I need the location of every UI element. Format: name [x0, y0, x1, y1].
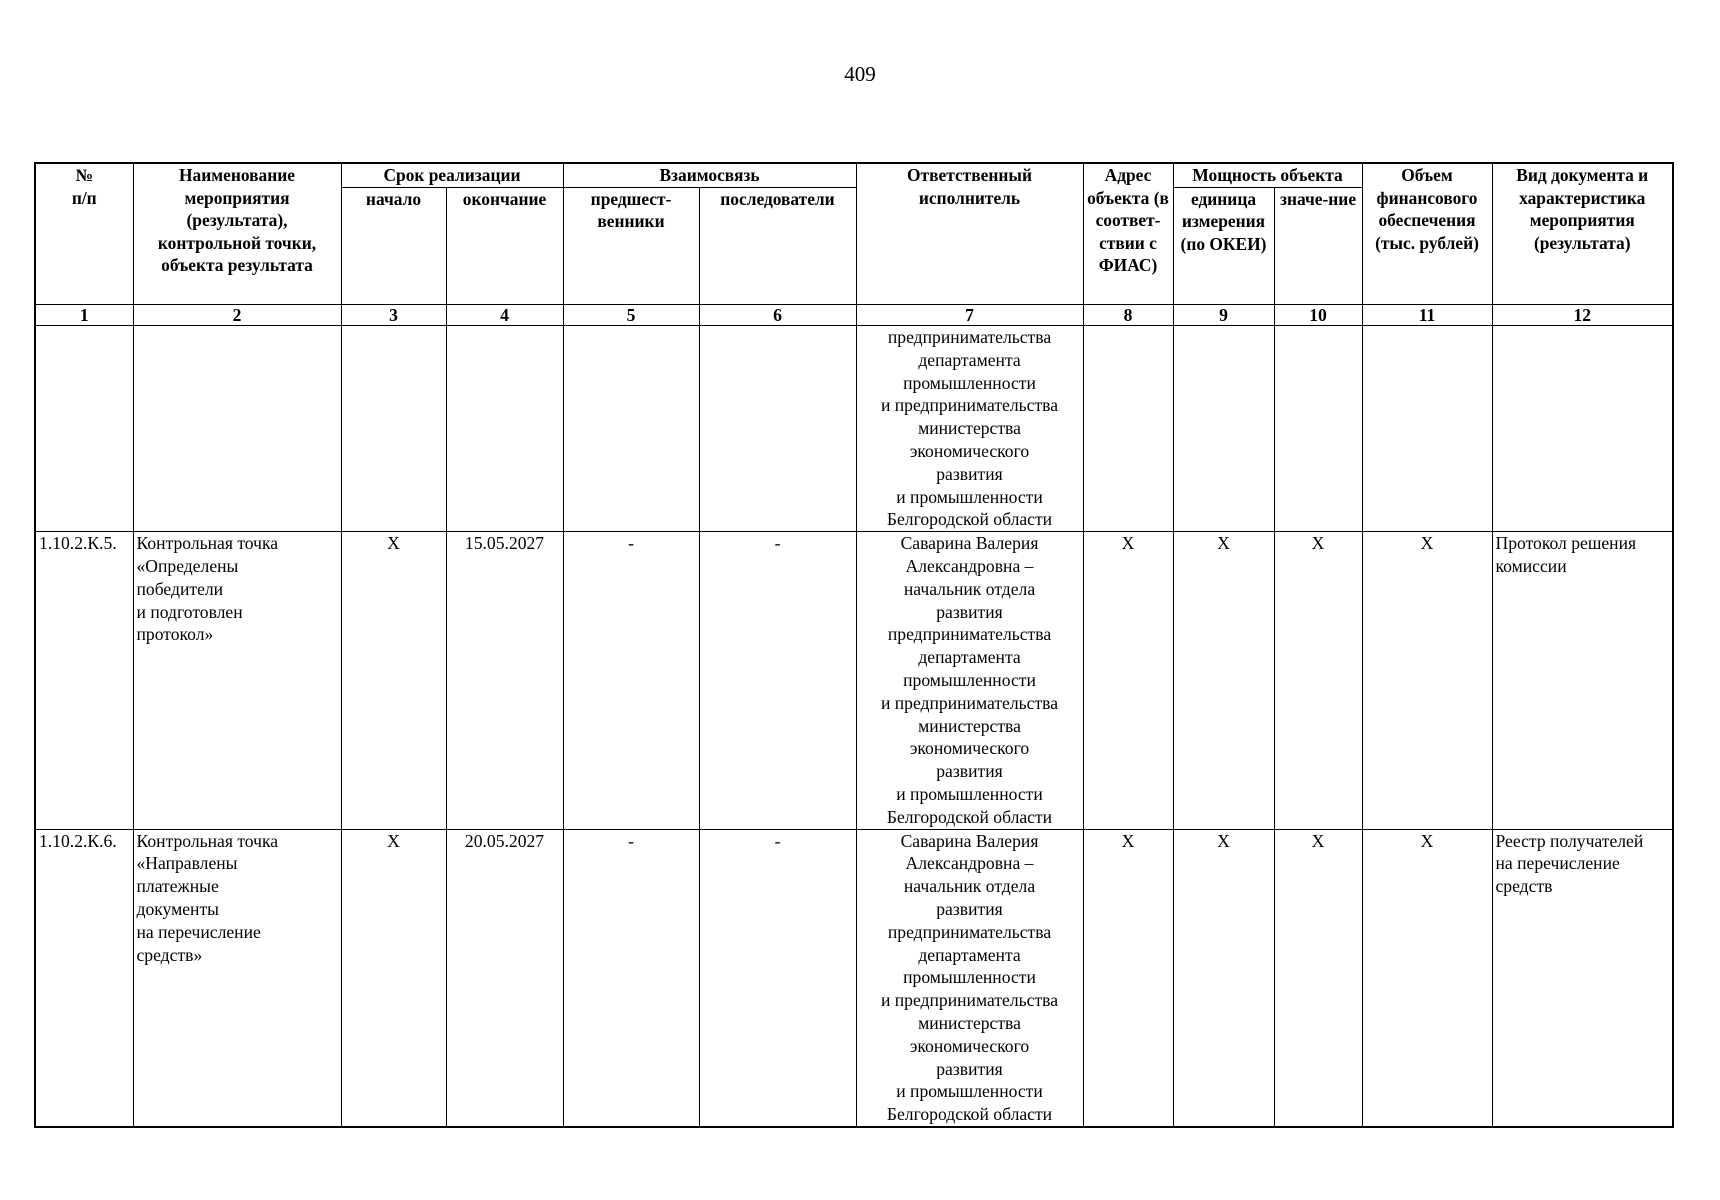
column-number: 2: [133, 305, 341, 326]
implementation-plan-table: [34, 162, 1674, 1128]
column-number: 6: [699, 305, 856, 326]
cell-value: X: [1274, 829, 1362, 1127]
cell-predecessors: -: [563, 829, 699, 1127]
column-numbers-row: [35, 305, 1673, 326]
header-value: значе-ние: [1274, 187, 1362, 304]
cell-address: X: [1083, 532, 1173, 829]
column-number: 4: [446, 305, 563, 326]
header-successors: последователи: [699, 187, 856, 304]
column-number: 5: [563, 305, 699, 326]
cell-successors: [699, 326, 856, 532]
cell-start: [341, 326, 446, 532]
cell-unit: X: [1173, 829, 1274, 1127]
header-relation-group: Взаимосвязь: [563, 163, 856, 187]
cell-start: X: [341, 829, 446, 1127]
cell-value: [1274, 326, 1362, 532]
cell-finance: X: [1362, 829, 1492, 1127]
column-number: 7: [856, 305, 1083, 326]
cell-address: X: [1083, 829, 1173, 1127]
header-num: № п/п: [35, 163, 133, 305]
cell-end: 20.05.2027: [446, 829, 563, 1127]
column-number: 8: [1083, 305, 1173, 326]
cell-doc-type: [1492, 326, 1673, 532]
cell-name: Контрольная точка «Направлены платежные документы на перечисление средств»: [133, 829, 341, 1127]
cell-finance: [1362, 326, 1492, 532]
cell-successors: -: [699, 532, 856, 829]
cell-responsible: предпринимательства департамента промышленности и предпринимательства министерства экономического развития и промышленности Белгородской области: [856, 326, 1083, 532]
table-row: [35, 532, 1673, 829]
column-number: 12: [1492, 305, 1673, 326]
header-doc-type: Вид документа и характеристика мероприятия (результата): [1492, 163, 1673, 305]
page-number: 409: [844, 62, 876, 86]
column-number: 9: [1173, 305, 1274, 326]
cell-address: [1083, 326, 1173, 532]
header-end: окончание: [446, 187, 563, 304]
column-number: 3: [341, 305, 446, 326]
cell-start: X: [341, 532, 446, 829]
cell-successors: -: [699, 829, 856, 1127]
header-capacity-group: Мощность объекта: [1173, 163, 1362, 187]
cell-name: Контрольная точка «Определены победители и подготовлен протокол»: [133, 532, 341, 829]
cell-num: [35, 326, 133, 532]
cell-predecessors: [563, 326, 699, 532]
column-number: 11: [1362, 305, 1492, 326]
cell-unit: [1173, 326, 1274, 532]
column-number: 10: [1274, 305, 1362, 326]
cell-num: 1.10.2.К.5.: [35, 532, 133, 829]
header-name: Наименование мероприятия (результата), контрольной точки, объекта результата: [133, 163, 341, 305]
cell-finance: X: [1362, 532, 1492, 829]
cell-responsible: Саварина Валерия Александровна – начальник отдела развития предпринимательства департамента промышленности и предпринимательства министерства экономического развития и промышленности Белгородской области: [856, 829, 1083, 1127]
header-responsible: Ответственный исполнитель: [856, 163, 1083, 305]
header-unit: единица измерения (по ОКЕИ): [1173, 187, 1274, 304]
table-row: [35, 326, 1673, 532]
cell-value: X: [1274, 532, 1362, 829]
column-number: 1: [35, 305, 133, 326]
cell-predecessors: -: [563, 532, 699, 829]
table-row: [35, 829, 1673, 1127]
cell-end: [446, 326, 563, 532]
cell-responsible: Саварина Валерия Александровна – начальник отдела развития предпринимательства департамента промышленности и предпринимательства министерства экономического развития и промышленности Белгородской области: [856, 532, 1083, 829]
cell-unit: X: [1173, 532, 1274, 829]
header-predecessors: предшест- венники: [563, 187, 699, 304]
header-finance: Объем финансового обеспечения (тыс. рублей): [1362, 163, 1492, 305]
cell-doc-type: Протокол решения комиссии: [1492, 532, 1673, 829]
header-start: начало: [341, 187, 446, 304]
header-period-group: Срок реализации: [341, 163, 563, 187]
cell-doc-type: Реестр получателей на перечисление средств: [1492, 829, 1673, 1127]
cell-num: 1.10.2.К.6.: [35, 829, 133, 1127]
cell-end: 15.05.2027: [446, 532, 563, 829]
cell-name: [133, 326, 341, 532]
header-address: Адрес объекта (в соответ-ствии с ФИАС): [1083, 163, 1173, 305]
